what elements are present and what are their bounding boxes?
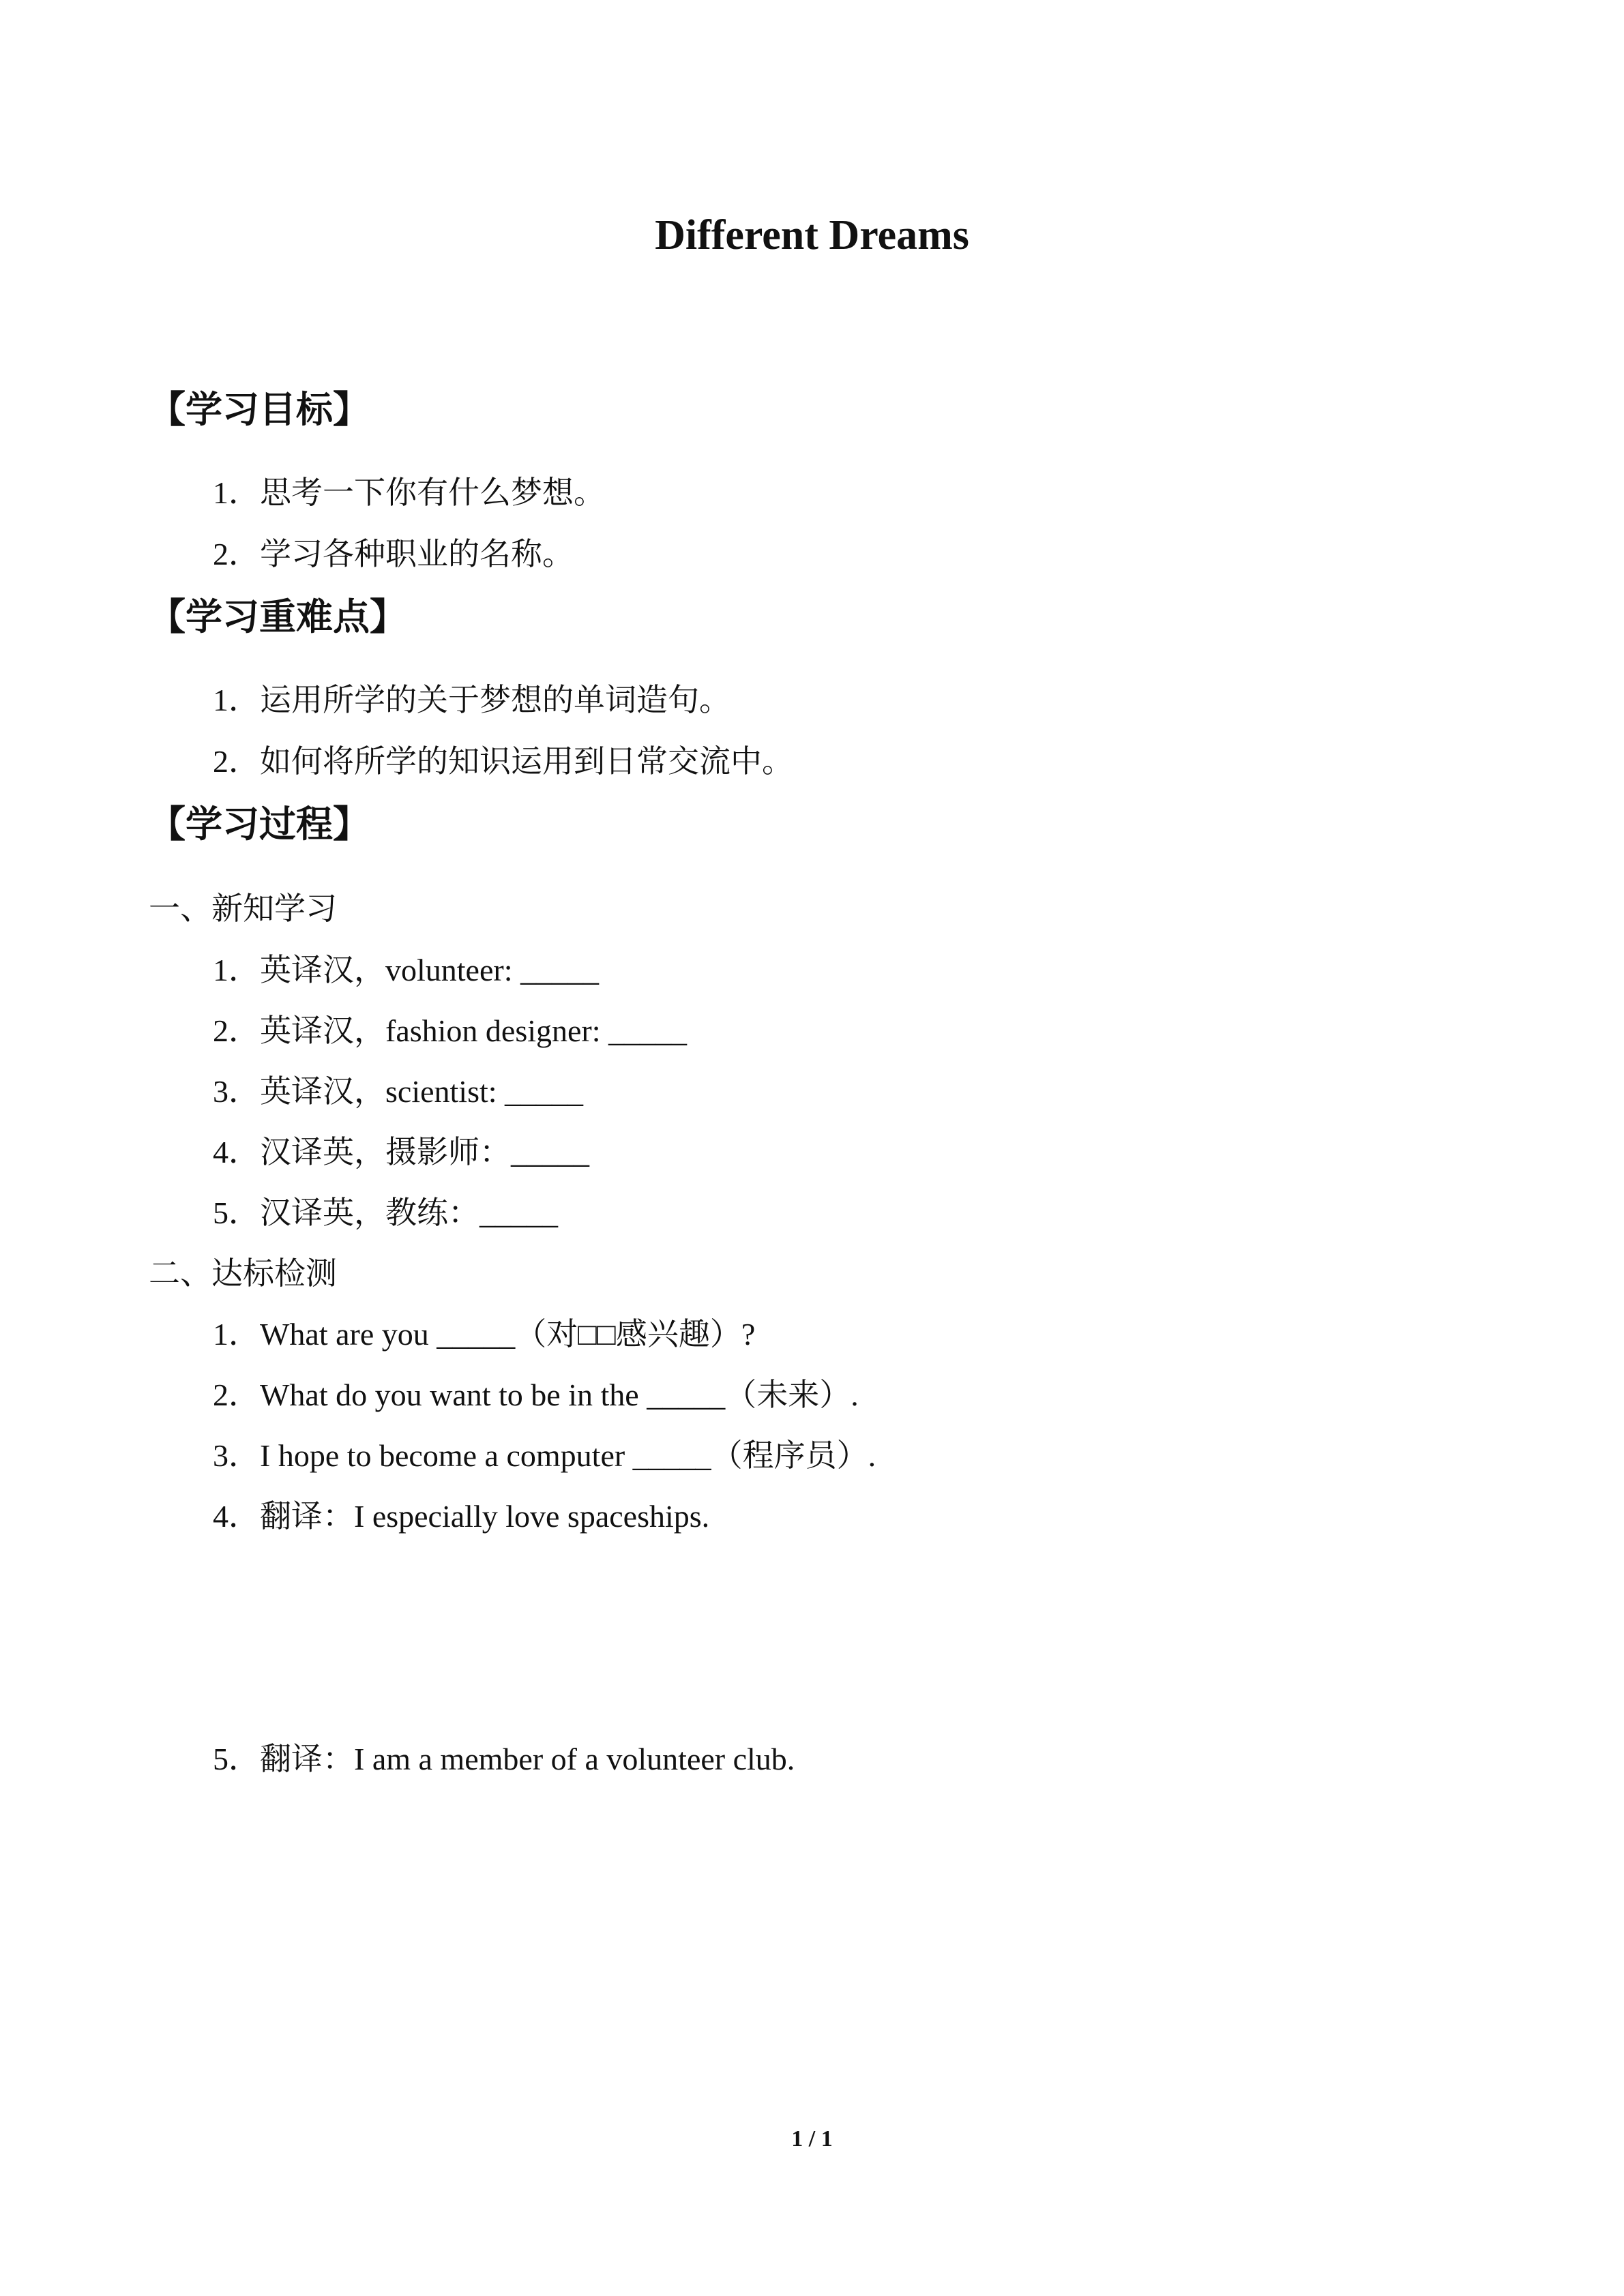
section-heading-key-points: 【学习重难点】 xyxy=(149,597,407,638)
goal-item-2: 2．学习各种职业的名称。 xyxy=(213,537,574,571)
page-number: 1 / 1 xyxy=(791,2126,833,2151)
exercise-item: 4．汉译英，摄影师：_____ xyxy=(213,1135,589,1169)
key-point-item-2: 2．如何将所学的知识运用到日常交流中。 xyxy=(213,744,793,779)
part-label-new-knowledge: 一、新知学习 xyxy=(149,891,337,926)
document-title: Different Dreams xyxy=(655,212,969,258)
part-label-assessment: 二、达标检测 xyxy=(149,1256,337,1291)
exercise-item: 3．英译汉，scientist: _____ xyxy=(213,1074,584,1109)
exercise-item: 1．英译汉，volunteer: _____ xyxy=(213,953,599,987)
test-item: 4．翻译：I especially love spaceships. xyxy=(213,1499,710,1534)
section-heading-goals: 【学习目标】 xyxy=(149,389,370,430)
test-item: 1．What are you _____（对□□感兴趣）? xyxy=(213,1317,756,1352)
section-heading-process: 【学习过程】 xyxy=(149,804,370,845)
exercise-item: 5．汉译英，教练：_____ xyxy=(213,1195,558,1230)
goal-item-1: 1．思考一下你有什么梦想。 xyxy=(213,475,605,510)
test-item: 5．翻译：I am a member of a volunteer club. xyxy=(213,1742,795,1776)
test-item: 2．What do you want to be in the _____（未来）. xyxy=(213,1377,859,1412)
test-item: 3．I hope to become a computer _____（程序员）. xyxy=(213,1438,876,1473)
exercise-item: 2．英译汉，fashion designer: _____ xyxy=(213,1013,688,1048)
key-point-item-1: 1．运用所学的关于梦想的单词造句。 xyxy=(213,683,730,717)
